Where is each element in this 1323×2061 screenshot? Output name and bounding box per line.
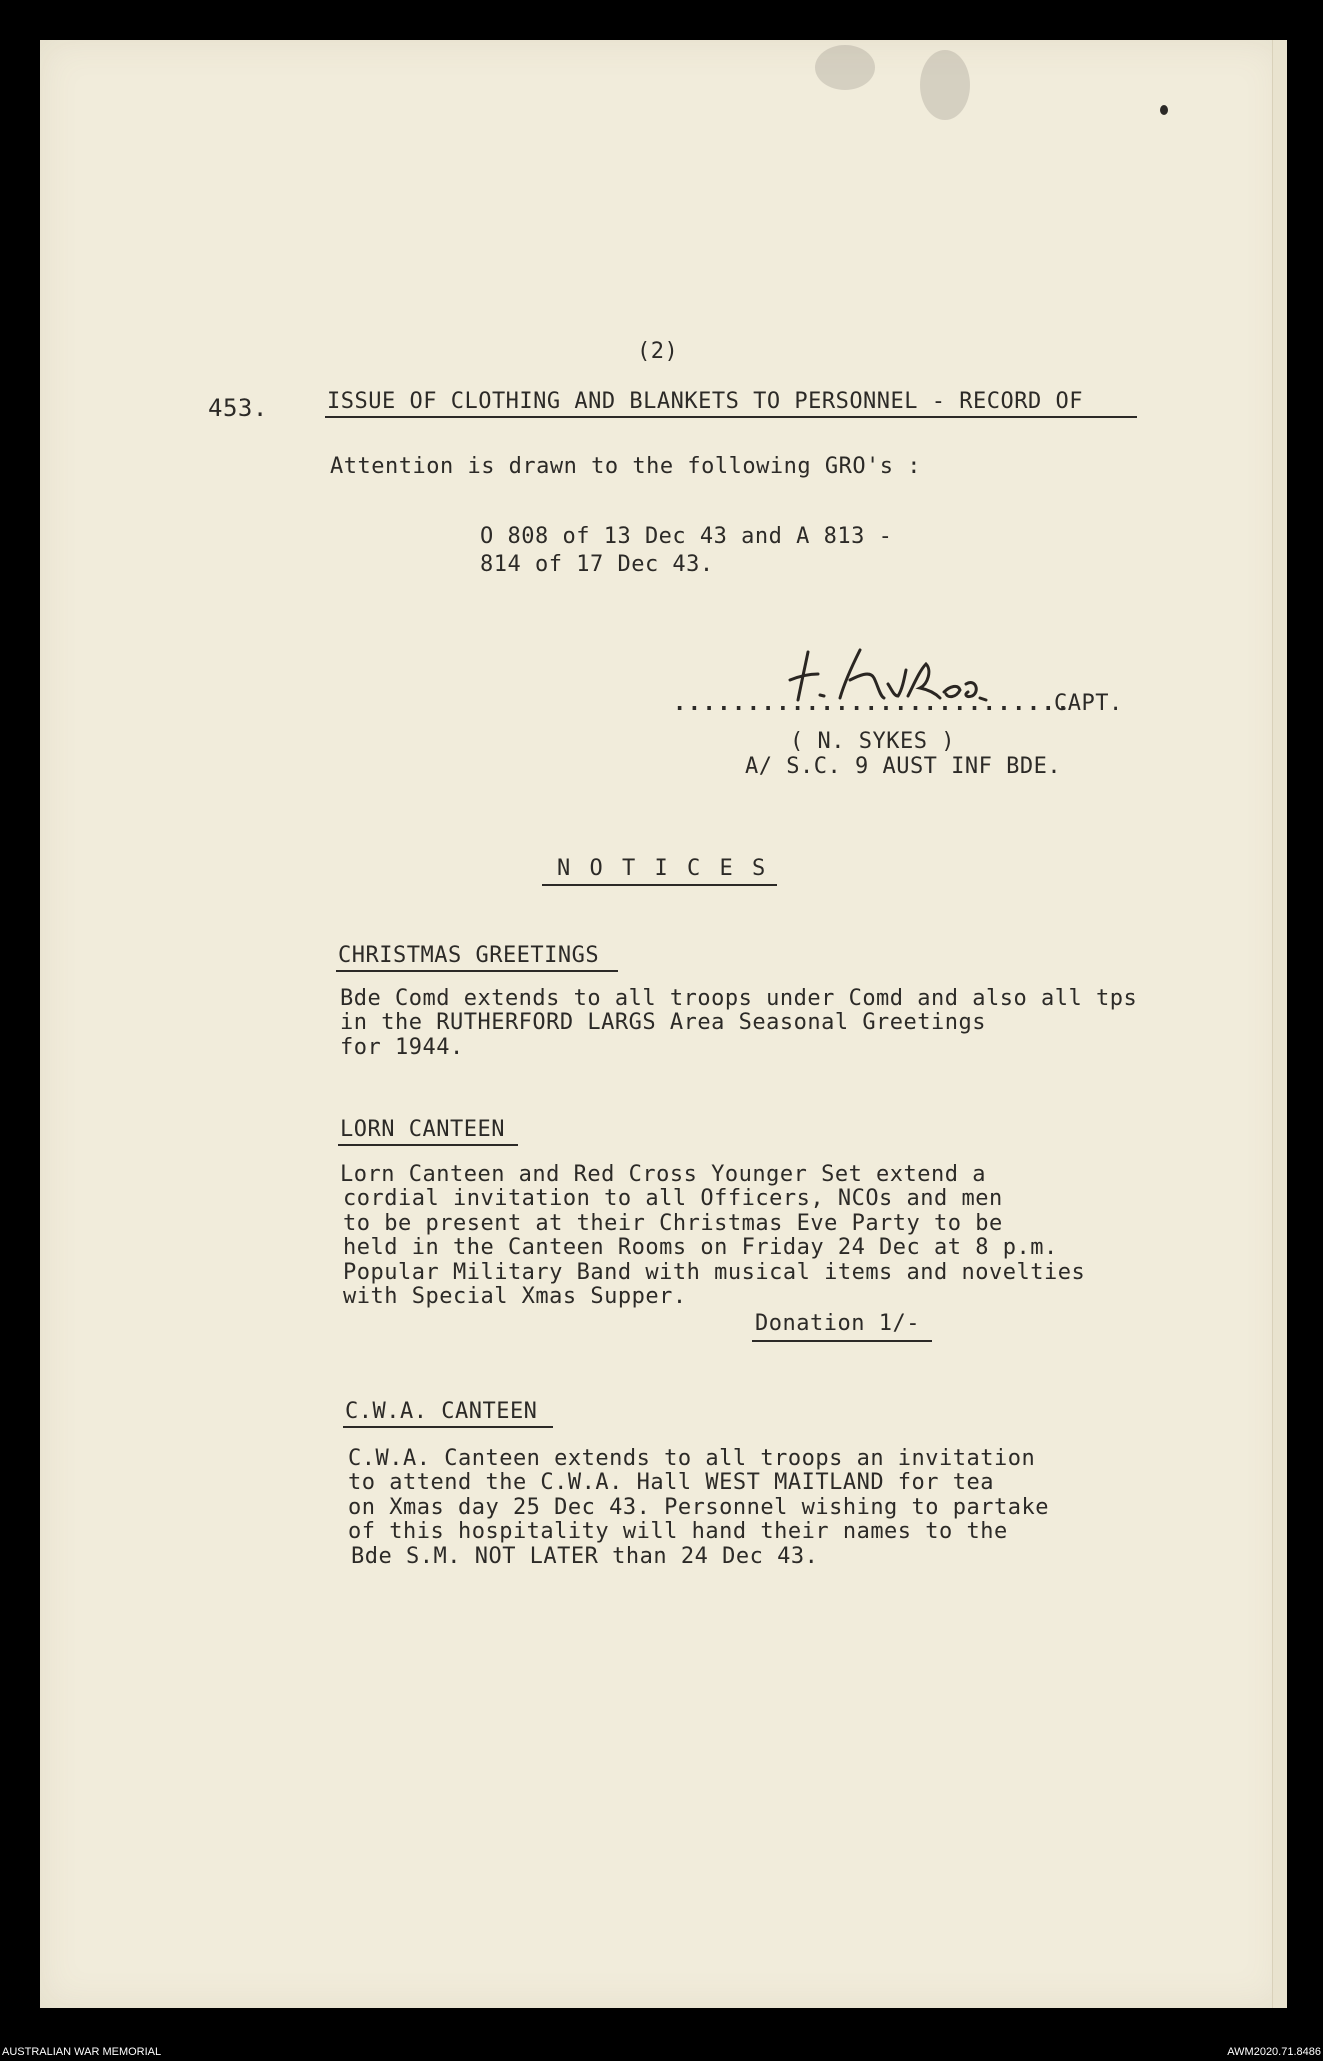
notice-title-underline — [336, 970, 618, 972]
notice-line: Lorn Canteen and Red Cross Younger Set extend a — [340, 1162, 987, 1187]
item-lead: Attention is drawn to the following GRO's : — [330, 454, 922, 479]
notice-title-christmas-greetings: CHRISTMAS GREETINGS — [338, 943, 600, 968]
notice-title-lorn-canteen: LORN CANTEEN — [340, 1117, 505, 1142]
signature-dots: ........................... — [673, 691, 1072, 716]
item-ref-line-2: 814 of 17 Dec 43. — [480, 552, 714, 577]
notice-line: for 1944. — [340, 1035, 464, 1060]
notice-line: of this hospitality will hand their names to the — [348, 1519, 1008, 1544]
signature-rank: CAPT. — [1054, 691, 1123, 716]
ink-mark — [1160, 105, 1168, 115]
notice-line: to attend the C.W.A. Hall WEST MAITLAND for tea — [348, 1470, 995, 1495]
fingerprint-smudge — [815, 45, 875, 90]
notice-line: cordial invitation to all Officers, NCOs and men — [343, 1186, 1003, 1211]
donation-underline — [752, 1340, 932, 1342]
notice-title-cwa-canteen: C.W.A. CANTEEN — [345, 1399, 538, 1424]
page-edge — [1272, 40, 1287, 2008]
signature-name: ( N. SYKES ) — [790, 729, 955, 754]
notice-title-underline — [338, 1144, 518, 1146]
page-number: (2) — [637, 339, 679, 364]
notices-heading: N O T I C E S — [557, 856, 769, 881]
notice-line: C.W.A. Canteen extends to all troops an invitation — [348, 1446, 1036, 1471]
notice-line: held in the Canteen Rooms on Friday 24 Dec at 8 p.m. — [343, 1235, 1058, 1260]
item-ref-line-1: O 808 of 13 Dec 43 and A 813 - — [480, 524, 893, 549]
notice-line: Bde Comd extends to all troops under Comd and also all tps — [340, 986, 1138, 1011]
notice-line: Popular Military Band with musical items and novelties — [343, 1260, 1086, 1285]
footer-accession-number: AWM2020.71.8486 — [1227, 2046, 1321, 2058]
notice-line: on Xmas day 25 Dec 43. Personnel wishing to partake — [348, 1495, 1050, 1520]
donation-note: Donation 1/- — [755, 1311, 920, 1336]
notices-heading-underline — [542, 884, 777, 886]
signature-appointment: A/ S.C. 9 AUST INF BDE. — [745, 754, 1062, 779]
item-number: 453. — [208, 394, 268, 422]
footer-archive-name: AUSTRALIAN WAR MEMORIAL — [2, 2046, 162, 2058]
notice-line: to be present at their Christmas Eve Party to be — [343, 1211, 1003, 1236]
notice-line: Bde S.M. NOT LATER than 24 Dec 43. — [351, 1544, 819, 1569]
notice-line: in the RUTHERFORD LARGS Area Seasonal Greetings — [340, 1010, 987, 1035]
item-heading: ISSUE OF CLOTHING AND BLANKETS TO PERSONNEL - RECORD OF — [327, 389, 1083, 414]
notice-line: with Special Xmas Supper. — [343, 1284, 687, 1309]
heading-underline — [325, 416, 1137, 418]
fingerprint-smudge — [920, 50, 970, 120]
notice-title-underline — [343, 1426, 553, 1428]
